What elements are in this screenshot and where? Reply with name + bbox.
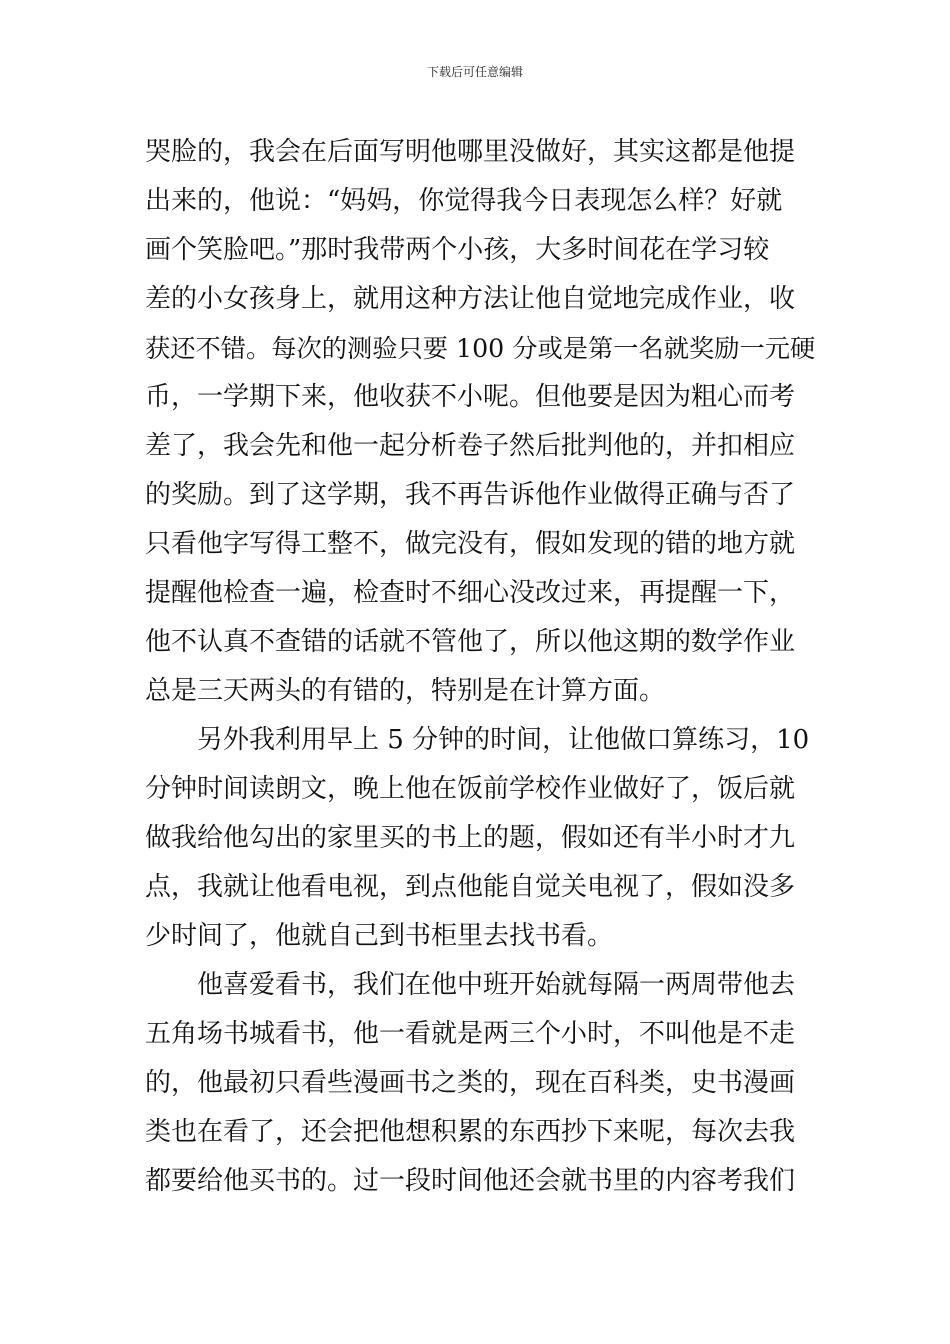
text-line: 都要给他买书的。过一段时间他还会就书里的内容考我们 — [145, 1166, 796, 1196]
text-line: 的奖励。到了这学期，我不再告诉他作业做得正确与否了 — [145, 480, 796, 510]
text-line: 他喜爱看书，我们在他中班开始就每隔一两周带他去 — [197, 970, 796, 1000]
text-line: 提醒他检查一遍，检查时不细心没改过来，再提醒一下， — [145, 578, 796, 608]
text-line: 他不认真不查错的话就不管他了，所以他这期的数学作业 — [145, 627, 796, 657]
text-line: 分钟时间读朗文，晚上他在饭前学校作业做好了，饭后就 — [145, 774, 796, 804]
text-line: 币，一学期下来，他收获不小呢。但他要是因为粗心而考 — [145, 382, 796, 412]
text-line: 做我给他勾出的家里买的书上的题，假如还有半小时才九 — [145, 823, 796, 853]
text-line: 少时间了，他就自己到书柜里去找书看。 — [145, 921, 614, 951]
text-line: 获还不错。每次的测验只要 100 分或是第一名就奖励一元硬 — [145, 334, 816, 363]
text-line: 差了，我会先和他一起分析卷子然后批判他的，并扣相应 — [145, 431, 796, 461]
page-header: 下载后可任意编辑 — [426, 65, 523, 79]
text-line: 画个笑脸吧。”那时我带两个小孩，大多时间花在学习较 — [145, 235, 770, 265]
body-text — [145, 128, 815, 1206]
text-line: 差的小女孩身上，就用这种方法让他自觉地完成作业，收 — [145, 284, 796, 314]
text-line: 哭脸的，我会在后面写明他哪里没做好，其实这都是他提 — [145, 137, 796, 167]
text-line: 五角场书城看书，他一看就是两三个小时，不叫他是不走 — [145, 1019, 796, 1049]
text-line: 点，我就让他看电视，到点他能自觉关电视了，假如没多 — [145, 872, 796, 902]
text-line: 另外我利用早上 5 分钟的时间，让他做口算练习，10 — [197, 725, 810, 755]
text-line: 总是三天两头的有错的，特别是在计算方面。 — [145, 676, 666, 706]
text-line: 只看他字写得工整不，做完没有，假如发现的错的地方就 — [145, 529, 796, 559]
text-line: 类也在看了，还会把他想积累的东西抄下来呢，每次去我 — [145, 1117, 796, 1147]
text-line: 的，他最初只看些漫画书之类的，现在百科类，史书漫画 — [145, 1068, 796, 1098]
text-line: 出来的，他说：“妈妈，你觉得我今日表现怎么样？好就 — [145, 186, 783, 216]
